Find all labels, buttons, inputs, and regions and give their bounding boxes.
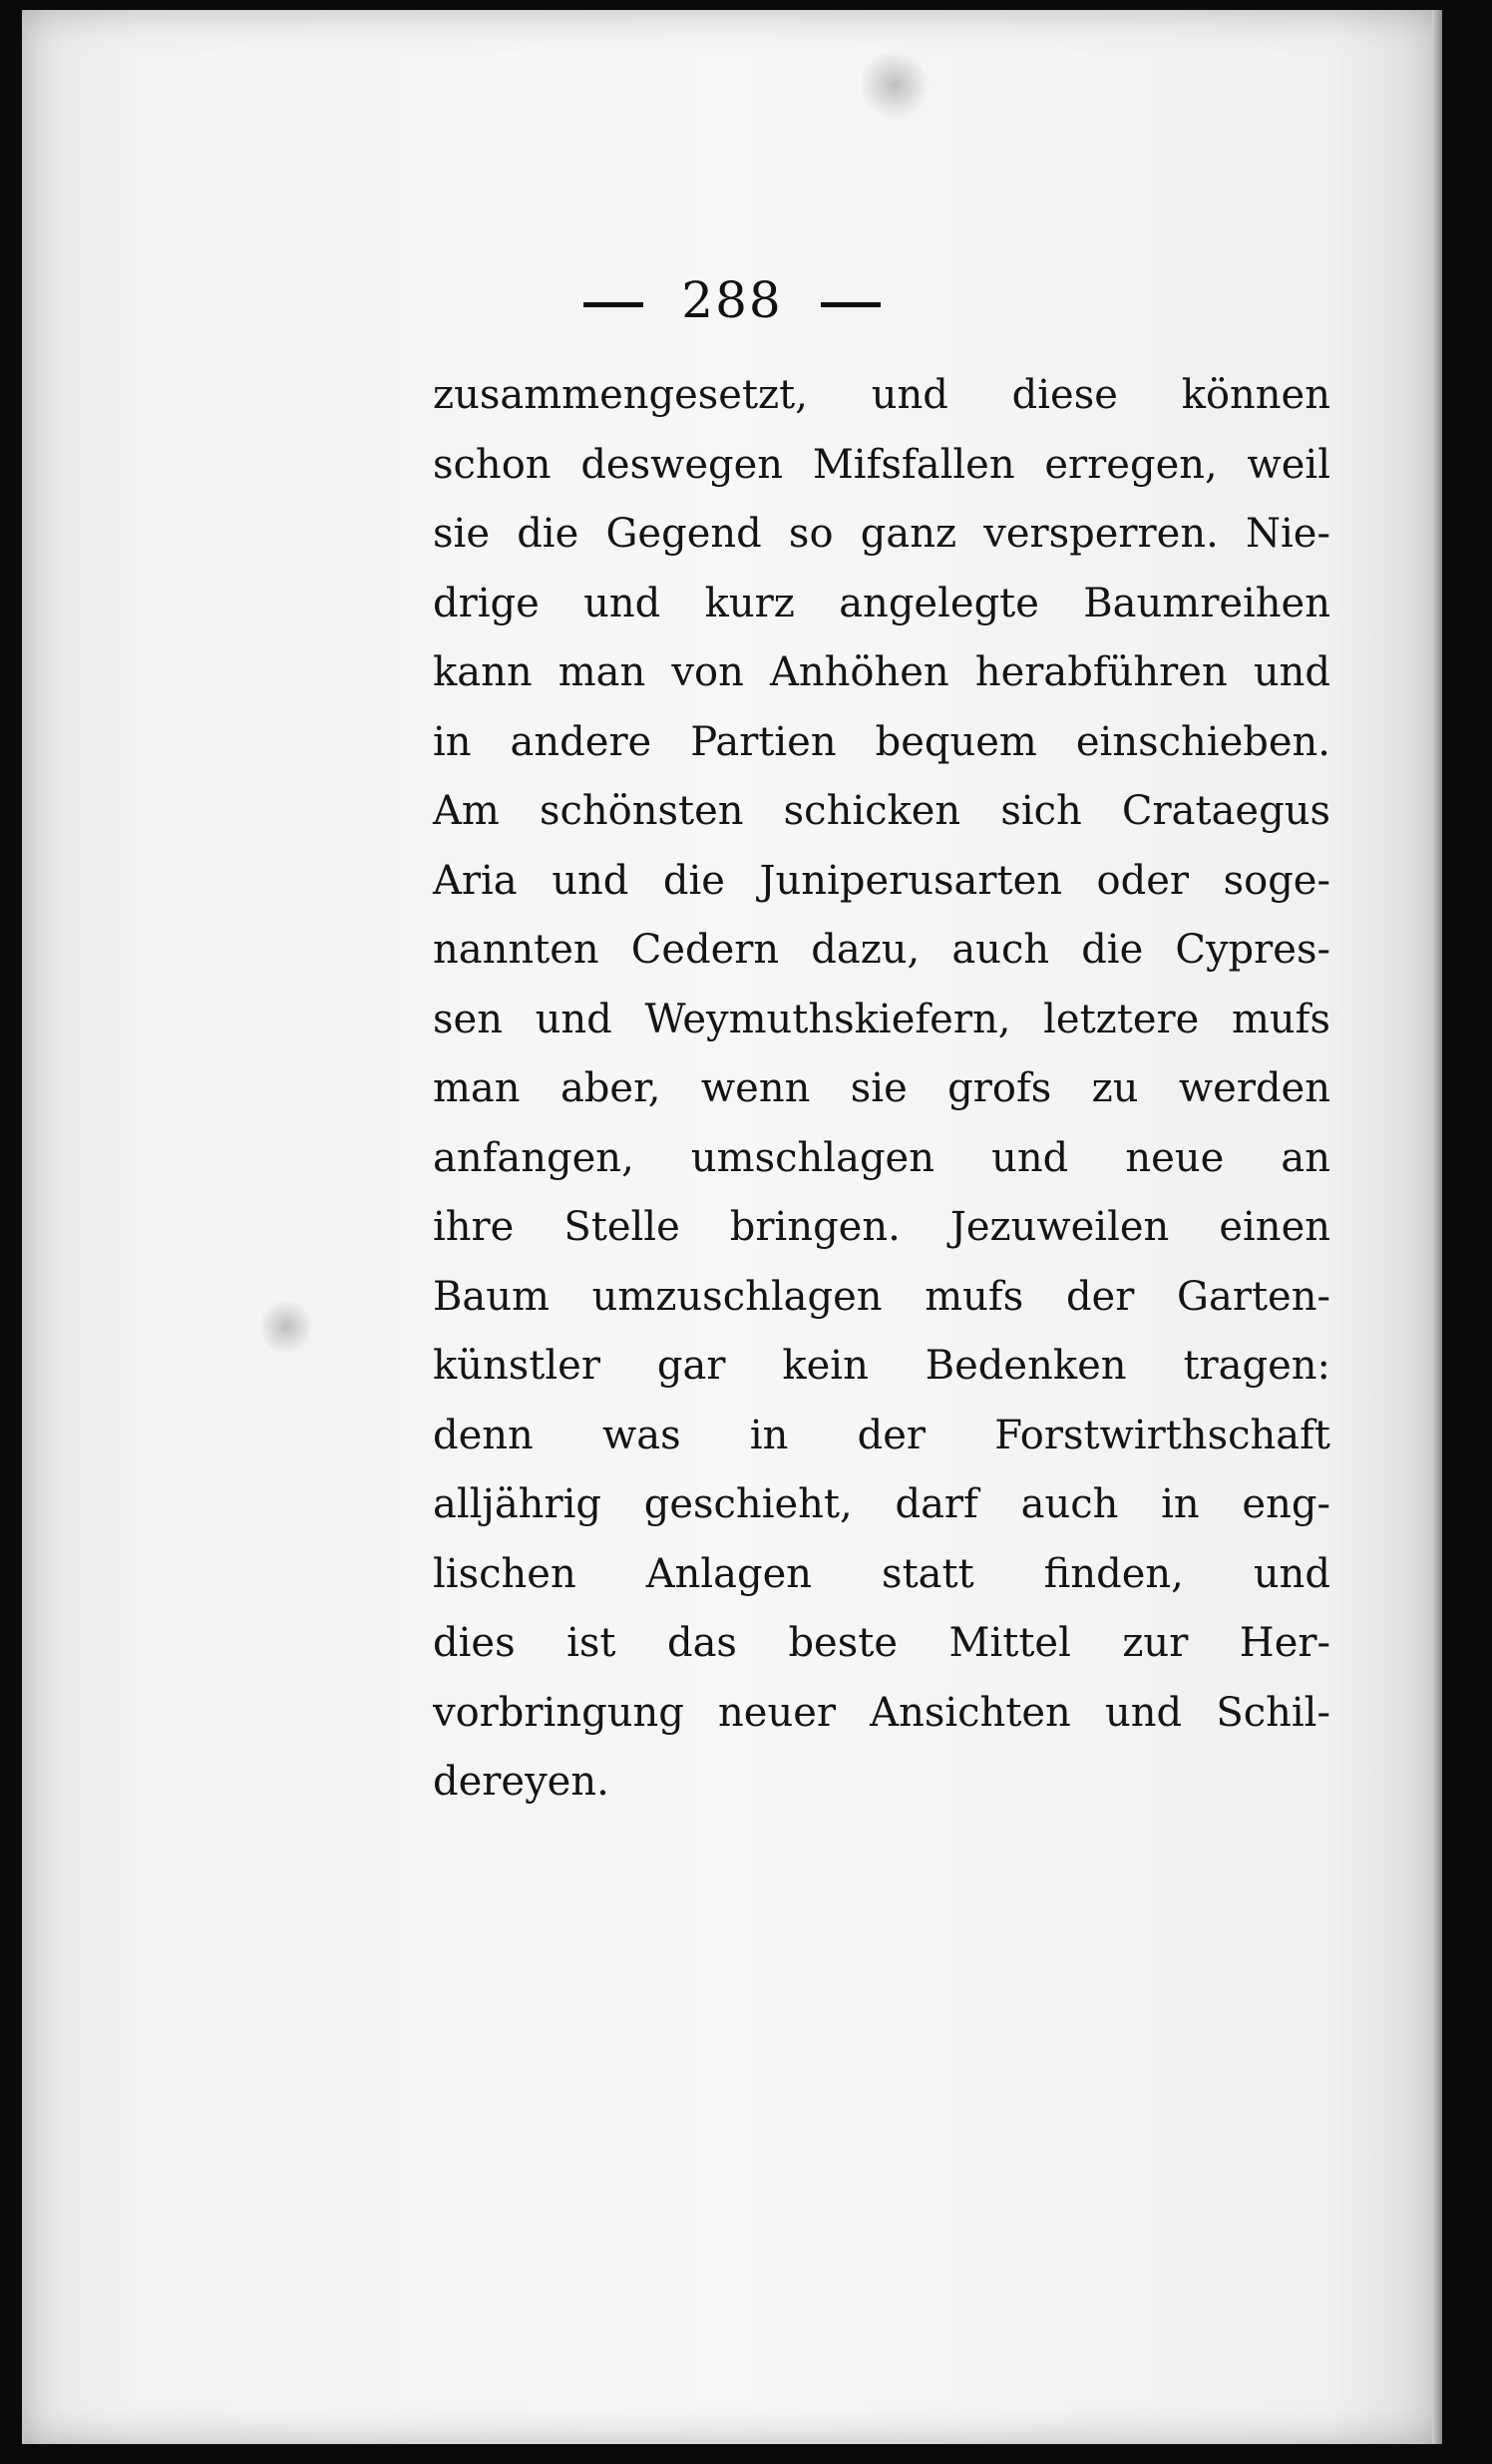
text-line: in andere Partien bequem einschieben.: [433, 718, 1330, 765]
text-line: kann man von Anhöhen herabführen und: [433, 649, 1330, 695]
page-number: 288: [681, 271, 783, 329]
text-line: anfangen, umschlagen und neue an: [433, 1134, 1330, 1181]
text-line: alljährig geschieht, darf auch in eng-: [433, 1481, 1330, 1527]
text-line: Am schönsten schicken sich Crataegus: [433, 788, 1330, 834]
header-dash-left: [583, 302, 643, 307]
text-line: schon deswegen Mifsfallen erregen, weil: [433, 441, 1330, 488]
text-line: lischen Anlagen statt finden, und: [433, 1550, 1330, 1597]
text-line: sen und Weymuthskiefern, letztere mufs: [433, 996, 1330, 1042]
text-line: Aria und die Juniperusarten oder soge-: [433, 857, 1330, 904]
text-line: denn was in der Forstwirthschaft: [433, 1412, 1330, 1458]
text-line: man aber, wenn sie grofs zu werden: [433, 1065, 1330, 1111]
text-line: vorbringung neuer Ansichten und Schil-: [433, 1689, 1330, 1736]
page-edge-shadow: [1432, 10, 1442, 2444]
page-header: [22, 271, 1442, 329]
page-smudge: [860, 50, 930, 120]
text-line: nannten Cedern dazu, auch die Cypres-: [433, 927, 1330, 973]
text-line: dereyen.: [433, 1759, 609, 1805]
page-smudge: [261, 1297, 311, 1357]
header-dash-right: [821, 302, 881, 307]
text-line: künstler gar kein Bedenken tragen:: [433, 1343, 1330, 1389]
text-line: ihre Stelle bringen. Jezuweilen einen: [433, 1204, 1330, 1250]
body-text: [433, 361, 1330, 1818]
text-line: drige und kurz angelegte Baumreihen: [433, 580, 1330, 626]
text-line: Baum umzuschlagen mufs der Garten-: [433, 1273, 1330, 1320]
text-line: sie die Gegend so ganz versperren. Nie-: [433, 511, 1330, 557]
text-line: dies ist das beste Mittel zur Her-: [433, 1620, 1330, 1666]
book-page: [22, 10, 1442, 2444]
text-line: zusammengesetzt, und diese können: [433, 372, 1330, 418]
